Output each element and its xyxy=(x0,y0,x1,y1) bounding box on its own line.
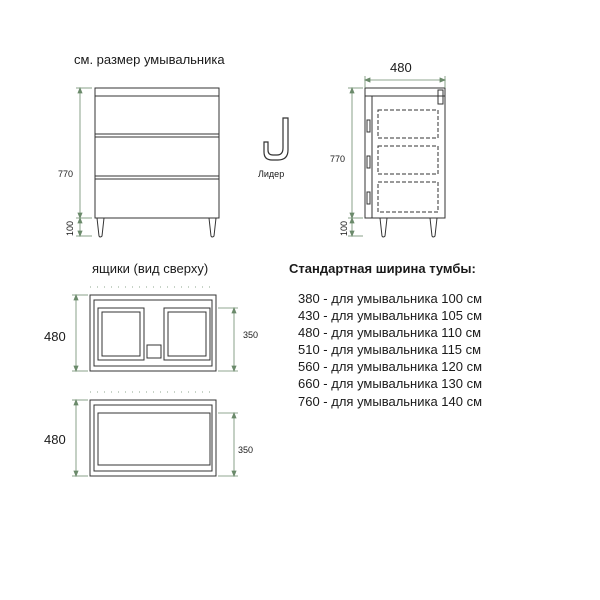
side-handle-2 xyxy=(367,156,370,168)
front-leg-label xyxy=(66,221,75,236)
front-view xyxy=(95,88,219,237)
drawer-2-box xyxy=(98,413,210,465)
front-height-dimension xyxy=(76,88,92,236)
drawer-1-right-box-inner xyxy=(168,312,206,356)
drawer-1-inner-label: 350 xyxy=(243,330,259,340)
side-cabinet-body xyxy=(365,88,445,218)
drawer-1-left-box-inner xyxy=(102,312,140,356)
handle-label: Лидер xyxy=(258,169,285,179)
widths-list xyxy=(298,290,482,410)
drawer-2-depth-label: 480 xyxy=(44,432,66,447)
width-item: 660 - для умывальника 130 см xyxy=(298,376,483,392)
side-width-dimension xyxy=(365,76,445,88)
top-note: см. размер умывальника xyxy=(74,52,225,67)
drawer-2-inner xyxy=(94,405,212,471)
drawer-1-depth-label: 480 xyxy=(44,329,66,344)
handle-profile xyxy=(264,118,288,160)
width-item: 760 - для умывальника 140 см xyxy=(298,393,483,409)
side-leg-right xyxy=(430,218,437,237)
side-height-label xyxy=(330,155,345,164)
width-item: 430 - для умывальника 105 см xyxy=(298,308,483,324)
drawer-1-siphon-cutout xyxy=(147,345,161,358)
side-handle-3 xyxy=(367,192,370,204)
side-width-label: 480 xyxy=(390,60,412,75)
front-leg-left xyxy=(97,218,104,237)
front-leg-value: 100 xyxy=(65,220,75,236)
width-item: 380 - для умывальника 100 см xyxy=(298,291,483,306)
drawer-1-right-box xyxy=(164,308,210,360)
side-leg-value: 100 xyxy=(339,220,349,236)
side-view xyxy=(365,88,445,237)
width-item: 560 - для умывальника 120 см xyxy=(298,359,483,375)
side-leg-left xyxy=(380,218,387,237)
side-handle-1 xyxy=(367,120,370,132)
drawer-top-view-2 xyxy=(90,400,216,476)
width-item: 510 - для умывальника 115 см xyxy=(298,342,482,358)
side-leg-label xyxy=(340,221,349,236)
drawers-caption: ящики (вид сверху) xyxy=(92,261,209,276)
front-height-label xyxy=(58,170,73,179)
side-drawer-2 xyxy=(378,146,438,174)
width-item: 480 - для умывальника 110 см xyxy=(298,325,482,341)
drawer-1-left-box xyxy=(98,308,144,360)
side-wall-mount xyxy=(438,90,443,104)
front-cabinet-body xyxy=(95,88,219,218)
side-height-dimension xyxy=(348,88,363,236)
front-leg-right xyxy=(209,218,216,237)
front-height-value: 770 xyxy=(58,169,74,179)
drawer-2-inner-label: 350 xyxy=(238,445,254,455)
side-drawer-3 xyxy=(378,182,438,212)
side-drawer-1 xyxy=(378,110,438,138)
side-height-value: 770 xyxy=(330,154,346,164)
widths-heading: Стандартная ширина тумбы: xyxy=(289,261,476,276)
drawer-top-view-1 xyxy=(90,295,216,371)
